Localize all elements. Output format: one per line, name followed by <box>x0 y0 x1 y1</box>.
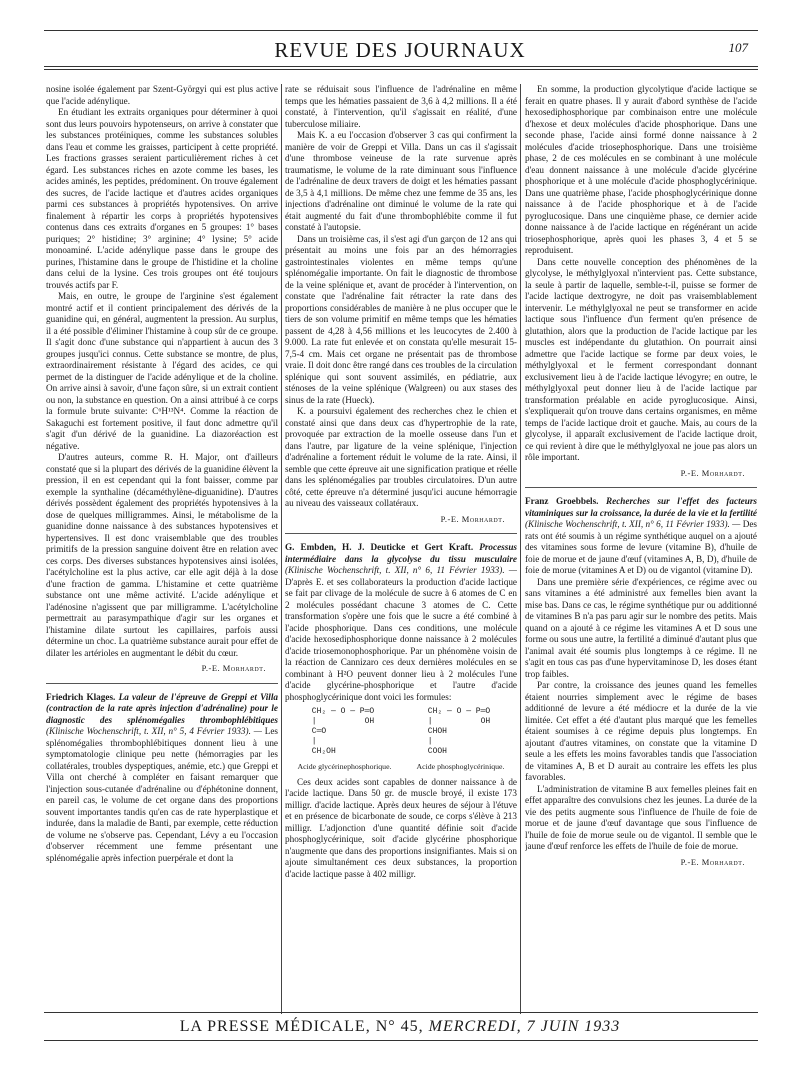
article-groebbels <box>525 487 757 577</box>
article-title: Recherches sur l'effet des facteurs vitaminiques sur la croissance, la durée de la vie et la fertilité <box>525 496 757 518</box>
article-reference: (Klinische Wochenschrift, t. XII, n° 6, 11 Février 1933). — <box>285 565 517 575</box>
paragraph: L'administration de vitamine B aux femelles pleines fait en effet apparaître des convulsions chez les jeunes. La durée de la vie des petits augmente sous l'influence de l'huile de foie de morue et de jaune d'œuf davantage que sous l'influence de l'huile de foie de morue seule ou de vigantol. Il semble que le jaune d'œuf renforce les effets de l'huile de foie de morue. <box>525 783 757 851</box>
article-author: Franz Groebbels. <box>525 496 599 506</box>
top-rule <box>44 30 758 31</box>
footer <box>0 1018 800 1036</box>
paragraph: Dans cette nouvelle conception des phénomènes de la glycolyse, le méthylglyoxal n'intervient pas. Cette substance, la seule à partir de laquelle, semble-t-il, puisse se former de l'acide lactique dextrogyre, ne doit pas vraisemblablement intervenir. Le méthylglyoxal ne peut se transformer en acide lactique sous l'influence d'un ferment qu'en présence de glutathion, alors que la production de l'acide lactique par les muscles est indépendante du glutathion. On pourrait ainsi admettre que l'acide lactique se forme par deux voies, le méthylglyoxal et le ferment correspondant donnant exclusivement lieu à de l'acide lactique lévogyre; en outre, le méthylglyoxal peut donner lieu à de l'acide lactique par transformation préalable en acide pyroglucosique. Ainsi, s'expliquerait qu'on trouve dans certains organismes, en même temps de l'acide lactique droit et gauche. Mais, au cours de la glycolyse, il apparaît exclusivement de l'acide lactique droit, ce qui revient à dire que le méthylglyoxal ne joue pas alors un rôle important. <box>525 256 757 462</box>
paragraph: Ces deux acides sont capables de donner naissance à de l'acide lactique. Dans 50 gr. de muscle broyé, il existe 173 milligr. d'acide lactique. Après deux heures de séjour à l'étuve et en présence de bicarbonate de soude, ce corps s'élève à 213 milligr. L'adjonction d'une quantité définie soit d'acide phosphoglycérinique, soit d'acide glycérine phosphorique n'augmente que dans des proportions insignifiantes. Mais si on ajoute simultanément ces deux substances, la proportion d'acide lactique passe à 402 milligr. <box>285 776 517 879</box>
formula-phosphoglycerinique: CH₂ — O — P═O | OH CHOH | COOH <box>427 707 491 756</box>
signature: P.-E. Morhardt. <box>680 856 745 867</box>
paragraph: Dans une première série d'expériences, ce régime avec ou sans vitamines a été administré aux femelles bien avant la mise bas. Dans ce cas, le régime synthétique pur ou additionné de vitamines B n'a pas paru agir sur le nombre des petits. Mais quand on a ajouté à ce régime les vitamines A et D sous une forme ou sous une autre, la fertilité a diminué d'autant plus que l'animal avait été soumis plus longtemps à ce régime. Il ne s'agit en tous cas pas d'une hypervitaminose D, les doses étant trop faibles. <box>525 576 757 679</box>
article-klages <box>46 683 278 865</box>
article-body: Des rats ont été soumis à un régime synthétique auquel on a ajouté des vitamines sous forme de levure (vitamine B), d'huile de foie de morue et de jaune d'œuf (vitamines A, B, D), d'huile de foie de morue (vitamines A et D) ou de vigantol (vitamine D). <box>525 519 757 575</box>
paragraph: En étudiant les extraits organiques pour déterminer à quoi sont dus leurs pouvoirs hypotenseurs, on arrive à constater que les substances protéiniques, comme les substances solubles dans l'eau et comme les graisses, participent à cette propriété. Les fractions grasses seraient particulièrement riches à cet égard. Les substances riches en azote comme les bases, les acides aminés, les peptides, prédominent. On trouve également des sucres, de l'acide lactique et d'autres acides organiques parmi ces substances à propriétés hypotensives. On arrive finalement à répartir les corps à propriétés hypotensives contenus dans ces extraits d'organes en 5 groupes: 1° bases puriques; 2° histidine; 3° arginine; 4° lysine; 5° acide monoaminé. L'acide adénylique passe dans le groupe des purines, l'histamine dans le groupe de l'histidine et la choline dans celui de la lysine. Ces trois groupes ont été toujours trouvés actifs par F. <box>46 107 278 290</box>
journal-section-title: REVUE DES JOURNAUX <box>274 38 526 62</box>
formula-caption: Acide phosphoglycérinique. <box>416 762 505 771</box>
paragraph: Mais, en outre, le groupe de l'arginine s'est également montré actif et il contient principalement des dérivés de la guanidine qui, en général, augmentent la pression. Au surplus, il a été possible d'éliminer l'histamine à coup sûr de ce groupe. Il s'agit donc d'une substance qui n'appartient à aucun des 3 groupes jusqu'ici connus. Cette substance se montre, de plus, extraordinairement résistante à l'égard des acides, ce qui permet de la distinguer de l'acide adénylique et de la choline. On arrive ainsi à savoir, d'une façon sûre, si un extrait contient ou non, la substance en question. On a ainsi attribué à ce corps la formule brute suivante: C⁶H¹³N⁴. Comme la réaction de Sakaguchi est fortement positive, il faut donc admettre qu'il s'agit d'un dérivé de la guanidine. La diazoréaction est négative. <box>46 291 278 451</box>
column-2 <box>285 84 517 1014</box>
article-reference: (Klinische Wochenschrift, t. XII, n° 6, 11 Février 1933). — <box>525 519 741 529</box>
paragraph: Mais K. a eu l'occasion d'observer 3 cas qui confirment la manière de voir de Greppi et Villa. Dans un cas il s'agissait d'une thrombose veineuse de la rate survenue après traumatisme, le volume de la rate diminuant sous l'influence de l'adrénaline de deux travers de doigt et les hématies passant de 3,5 à 4,1 millions. De même chez une femme de 35 ans, les injections d'adrénaline ont diminué le volume de la rate qui était augmenté du fait d'une thrombophlébite comme il fut constaté à l'autopsie. <box>285 130 517 232</box>
header-rule <box>44 66 758 67</box>
paragraph: nosine isolée également par Szent-Györgyi qui est plus active que l'acide adénylique. <box>46 84 278 106</box>
column-3 <box>525 84 757 1014</box>
footer-date: MERCREDI, 7 JUIN 1933 <box>428 1018 621 1035</box>
article-author: G. Embden, H. J. Deuticke et Gert Kraft. <box>285 542 474 552</box>
formula-glycerinephosphorique: CH₂ — O — P═O | OH C═O | CH₂OH <box>311 707 375 756</box>
signature: P.-E. Morhardt. <box>201 663 266 673</box>
article-reference: (Klinische Wochenschrift, t. XII, n° 5, 4 Février 1933). — <box>46 726 262 736</box>
header-rule-double <box>44 69 758 70</box>
footer-rule-bottom <box>44 1040 758 1041</box>
formula-caption: Acide glycérinephosphorique. <box>297 762 392 771</box>
paragraph: Dans un troisième cas, il s'est agi d'un garçon de 12 ans qui présentait au moins une fois par an des hémorragies gastrointestinales violentes en même temps qu'une splénomégalie importante. On fait le diagnostic de thrombose de la veine splénique et, avant de procéder à l'intervention, on constate que l'adrénaline fait rétracter la rate dans des proportions considérables de manière à ne plus occuper que le tiers de son volume primitif en même temps que les hématies passent de 4,28 à 4,56 millions et les leucocytes de 2.400 à 9.000. La rate fut enlevée et on constata qu'elle mesurait 15-7,5-4 cm. Mais cet organe ne présentait pas de thrombose vraie. Il doit donc être rangé dans ces troubles de la circulation splénique qui sont souvent assimilés, en pédiatrie, aux sténoses de la veine splénique (Walgreen) ou aux stases des sinus de la rate (Hueck). <box>285 233 517 405</box>
article-author: Friedrich Klages. <box>46 691 116 702</box>
article-embden <box>285 533 517 703</box>
paragraph: En somme, la production glycolytique d'acide lactique se ferait en quatre phases. Il y aurait d'abord synthèse de l'acide hexosediphosphorique par combinaison entre une molécule d'hexose et deux molécules d'acide phosphorique. Dans une seconde phase, l'acide ainsi formé donne naissance à 2 molécules d'acide triosephosphorique. Dans une troisième phase, 2 de ces molécules en se combinant à une molécule d'eau donnent naissance à une molécule d'acide glycérine phosphorique et à une molécule d'acide phosphoglycérinique. Dans une quatrième phase, l'acide phosphoglycérinique donne naissance à de l'acide phosphorique et à de l'acide pyroglucosique. Dans une cinquième phase, ce dernier acide donne naissance à de l'acide lactique en régénérant un acide triosephosphorique, après quoi les phases 3, 4 et 5 se reproduisent. <box>525 84 757 255</box>
footer-rule <box>44 1012 758 1013</box>
column-separator <box>281 84 282 1014</box>
formula-captions <box>285 761 517 773</box>
article-title: La valeur de l'épreuve de Greppi et Villa (contraction de la rate après injection d'adrénaline) pour le diagnostic des splénomégalies thrombophlébitiques <box>46 691 278 725</box>
signature: P.-E. Morhardt. <box>680 467 745 478</box>
column-separator <box>520 84 521 1014</box>
article-title: Processus intermédiaire dans la glycolyse du tissu musculaire <box>285 542 517 564</box>
paragraph: K. a poursuivi également des recherches chez le chien et constaté ainsi que dans deux cas d'hypertrophie de la rate, provoquée par extraction de la moelle osseuse dans l'un et dans l'autre, par ligature de la veine splénique, l'injection d'adrénaline a fortement réduit le volume de la rate. Ainsi, il semble que cette épreuve ait une signification pratique et réelle dans les splénomégalies par troubles circulatoires. D'un autre côté, cette épreuve n'a déterminé jusqu'ici aucune hémorragie au niveau des vaisseaux collatéraux. <box>285 406 517 508</box>
column-1 <box>46 84 278 1014</box>
page-number: 107 <box>728 40 748 55</box>
article-body: D'après E. et ses collaborateurs la production d'acide lactique se fait par clivage de la molécule de sucre à 6 atomes de C en 2 molécules possédant chacune 3 atomes de C. Cette transformation s'opère une fois que le sucre a été combiné à l'acide phosphorique. Dans ces conditions, une molécule d'acide hexosediphosphorique donne naissance à 2 molécules d'acide triosemonophosphorique. Par un phénomène voisin de la réaction de Cannizaro ces deux dernières molécules en se combinant à H²O peuvent donner lieu à 2 molécules l'une d'acide glycérine-phosphorique et l'autre d'acide phosphoglycérinique dont voici les formules: <box>285 576 517 702</box>
chemical-formulas <box>285 707 517 757</box>
article-body: Les splénomégalies thrombophlébitiques donnent lieu à une symptomatologie clinique peu nette (hémorragies par les collatérales, troubles dyspeptiques, anémie, etc.) que Greppi et Villa ont cherché à compléter en faisant remarquer que l'injection sous-cutanée d'adrénaline ou d'éphétonine donnent, en pareil cas, le volume de cet organe dans des proportions souvent importantes tandis qu'en cas de rate hyperplastique et indurée, dans la maladie de Banti, par exemple, cette réduction de volume ne s'observe pas. Cependant, Lévy a eu l'occasion d'observer récemment une femme présentant une splénomégalie après infection puerpérale et dont la <box>46 726 278 863</box>
paragraph: Par contre, la croissance des jeunes quand les femelles étaient nourries simplement avec le régime de bases additionné de levure a été médiocre et la durée de la vie limitée. Cet effet a été d'autant plus marqué que les femelles étaient soumises à ce régime depuis plus longtemps. En ajoutant d'autres vitamines, on constate que la vitamine D seule a les effets les moins favorables tandis que l'association de vitamines A, B et D aurait au contraire les effets les plus favorables. <box>525 680 757 782</box>
signature: P.-E. Morhardt. <box>440 513 505 524</box>
footer-publication: LA PRESSE MÉDICALE, N° 45, <box>179 1018 424 1035</box>
paragraph: rate se réduisait sous l'influence de l'adrénaline en même temps que les hématies passaient de 3,6 à 4,2 millions. Il a été constaté, à l'intervention, qu'il s'agissait en réalité, d'une tuberculose miliaire. <box>285 84 517 129</box>
paragraph: D'autres auteurs, comme R. H. Major, ont d'ailleurs constaté que si la plupart des dérivés de la guanidine élèvent la pression, il en est cependant qui la font baisser, comme par exemple la synthaline (décaméthylène-diguanidine). D'autres dérivés possèdent également des propriétés hypotensives à la dose de quelques milligrammes. Ainsi, le métabolisme de la guanidine donne naissance à des substances hypotensives et hypertensives. Il est donc vraisemblable que des troubles primitifs de la pression sanguine doivent être en relation avec ces corps. Des diverses substances hypotensives ainsi isolées, l'acétylcholine est la plus active, car elle agit déjà à la dose d'une fraction de gamma. L'histamine et cette quatrième substance ont une même activité. L'acide adénylique et l'adénosine n'agissent que par milligramme. L'acétylcholine permettrait au parasympathique d'agir sur les organes et l'histamine dilate surtout les capillaires, parfois aussi détermine un choc. La quatrième substance aurait pour effet de dilater les artérioles en augmentant le débit du cœur. <box>46 452 278 658</box>
